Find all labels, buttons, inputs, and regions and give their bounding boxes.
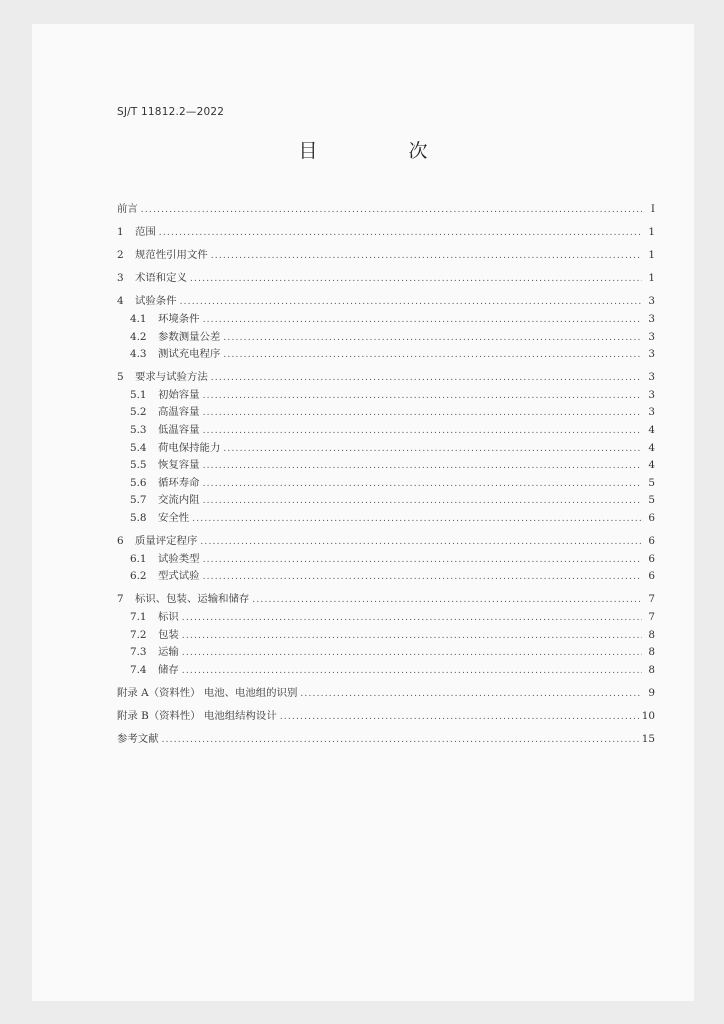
toc-entry-label: 安全性 [158,512,190,524]
toc-entry[interactable] [117,551,655,569]
toc-entry-label: 规范性引用文件 [135,249,208,262]
toc-entry-page: 3 [648,295,655,308]
toc-entry-label: 质量评定程序 [135,535,198,548]
dot-leader [203,405,642,423]
toc-entry-label: 前言 [117,203,138,215]
toc-entry-number: 7.1 [130,610,147,623]
toc-entry[interactable] [117,387,655,405]
toc-entry-label: 高温容量 [158,406,200,419]
toc-entry-number: 7 [117,593,124,606]
toc-entry-page: 5 [648,494,655,507]
toc-entry-label: 标识、包装、运输和储存 [135,593,250,606]
toc-entry[interactable] [117,329,655,347]
toc-entry-number: 7.3 [130,646,147,659]
toc-entry-number: 5.6 [130,476,147,489]
dot-leader [252,592,642,610]
dot-leader [200,534,642,552]
toc-entry[interactable] [117,270,655,288]
toc-entry-label: 低温容量 [158,424,200,437]
table-of-contents [117,201,655,749]
dot-leader [203,458,642,476]
toc-entry-page: 6 [648,552,655,565]
toc-entry[interactable] [117,568,655,586]
toc-entry[interactable] [117,369,655,387]
toc-entry-label: 荷电保持能力 [158,441,221,454]
toc-entry-page: 1 [648,272,655,285]
toc-entry-label: 附录 B（资料性） 电池组结构设计 [117,709,277,722]
toc-entry-label: 恢复容量 [158,459,200,472]
toc-entry-page: 3 [648,312,655,325]
toc-entry[interactable] [117,708,655,726]
toc-entry[interactable] [117,591,655,609]
toc-entry[interactable] [117,627,655,645]
toc-entry[interactable] [117,440,655,458]
toc-entry-page: 8 [648,663,655,676]
toc-entry-page: 8 [648,646,655,659]
dot-leader [182,610,642,628]
toc-entry-number: 5.4 [130,441,147,454]
toc-entry-number: 5.3 [130,424,147,437]
toc-entry-label: 试验条件 [135,295,177,308]
toc-entry[interactable] [117,644,655,662]
toc-entry[interactable] [117,609,655,627]
toc-entry[interactable] [117,422,655,440]
toc-entry[interactable] [117,533,655,551]
toc-entry-label: 范围 [135,226,156,239]
toc-entry-label: 参考文献 [117,733,159,746]
toc-entry-page: 7 [648,593,655,606]
toc-entry-label: 循环寿命 [158,476,200,489]
toc-entry-number: 5.5 [130,459,147,472]
toc-entry-number: 5.7 [130,494,147,507]
toc-entry-number: 3 [117,272,124,285]
dot-leader [162,732,639,750]
dot-leader [203,388,642,406]
toc-entry-number: 4.1 [130,312,147,325]
toc-entry[interactable] [117,311,655,329]
dot-leader [223,347,642,365]
dot-leader [182,645,642,663]
standard-code: SJ/T 11812.2—2022 [117,106,225,118]
dot-leader [203,423,642,441]
toc-entry-number: 1 [117,226,124,239]
toc-entry[interactable] [117,492,655,510]
toc-entry-label: 附录 A（资料性） 电池、电池组的识别 [117,686,298,699]
toc-entry-number: 4.2 [130,330,147,343]
toc-entry-page: 4 [648,441,655,454]
document-page [32,24,694,1001]
toc-entry-label: 包装 [158,628,179,641]
toc-entry[interactable] [117,224,655,242]
dot-leader [211,370,642,388]
toc-entry-label: 初始容量 [158,388,200,401]
toc-entry-page: 6 [648,570,655,583]
toc-entry-page: 4 [648,459,655,472]
toc-entry[interactable] [117,662,655,680]
toc-entry-page: 10 [641,709,655,722]
toc-entry-label: 环境条件 [158,312,200,325]
toc-entry-label: 标识 [158,610,179,623]
toc-entry-number: 4.3 [130,348,147,361]
dot-leader [300,686,642,704]
toc-entry-number: 6.1 [130,552,147,565]
toc-entry-label: 术语和定义 [135,272,187,285]
toc-entry-number: 6 [117,535,124,548]
toc-entry-page: 3 [648,330,655,343]
toc-entry-number: 5.2 [130,406,147,419]
toc-entry-page: 9 [648,686,655,699]
toc-entry-number: 4 [117,295,124,308]
toc-entry[interactable] [117,404,655,422]
dot-leader [203,312,642,330]
dot-leader [280,709,639,727]
toc-entry-page: 3 [648,348,655,361]
toc-entry-number: 5.8 [130,512,147,524]
toc-entry[interactable] [117,247,655,265]
toc-entry-page: 3 [648,406,655,419]
toc-entry-page: 4 [648,424,655,437]
toc-entry-label: 测试充电程序 [158,348,221,361]
toc-entry-page: 5 [648,476,655,489]
toc-entry-label: 型式试验 [158,570,200,583]
toc-entry[interactable] [117,731,655,749]
toc-entry-number: 5 [117,371,124,384]
toc-entry[interactable] [117,293,655,311]
toc-entry[interactable] [117,475,655,493]
dot-leader [182,628,642,646]
toc-entry-page: I [650,203,655,215]
dot-leader [203,569,642,587]
toc-entry-page: 1 [648,226,655,239]
dot-leader [203,493,642,511]
toc-entry-number: 2 [117,249,124,262]
dot-leader [141,202,642,220]
toc-entry-page: 3 [648,371,655,384]
page-title: 目 次 [298,140,464,162]
toc-entry-page: 3 [648,388,655,401]
toc-entry-page: 6 [648,535,655,548]
toc-entry-page: 1 [648,249,655,262]
toc-entry-label: 运输 [158,646,179,659]
dot-leader [192,511,642,529]
toc-entry-page: 6 [648,512,655,524]
dot-leader [159,225,642,243]
toc-entry[interactable] [117,457,655,475]
dot-leader [182,663,642,681]
toc-entry-number: 5.1 [130,388,147,401]
toc-entry-label: 试验类型 [158,552,200,565]
dot-leader [203,552,642,570]
toc-entry-number: 7.4 [130,663,147,676]
toc-entry-label: 交流内阻 [158,494,200,507]
toc-entry-page: 8 [648,628,655,641]
dot-leader [190,271,642,289]
toc-entry-number: 7.2 [130,628,147,641]
toc-entry-number: 6.2 [130,570,147,583]
dot-leader [180,294,642,312]
toc-entry[interactable] [117,346,655,364]
dot-leader [223,441,642,459]
toc-entry-label: 储存 [158,663,179,676]
toc-entry[interactable] [117,201,655,219]
toc-entry-page: 15 [641,733,655,746]
toc-entry[interactable] [117,685,655,703]
toc-entry-label: 要求与试验方法 [135,371,208,384]
toc-entry-label: 参数测量公差 [158,330,221,343]
dot-leader [203,476,642,494]
dot-leader [223,330,642,348]
toc-entry-page: 7 [648,610,655,623]
dot-leader [211,248,642,266]
toc-entry[interactable] [117,510,655,528]
